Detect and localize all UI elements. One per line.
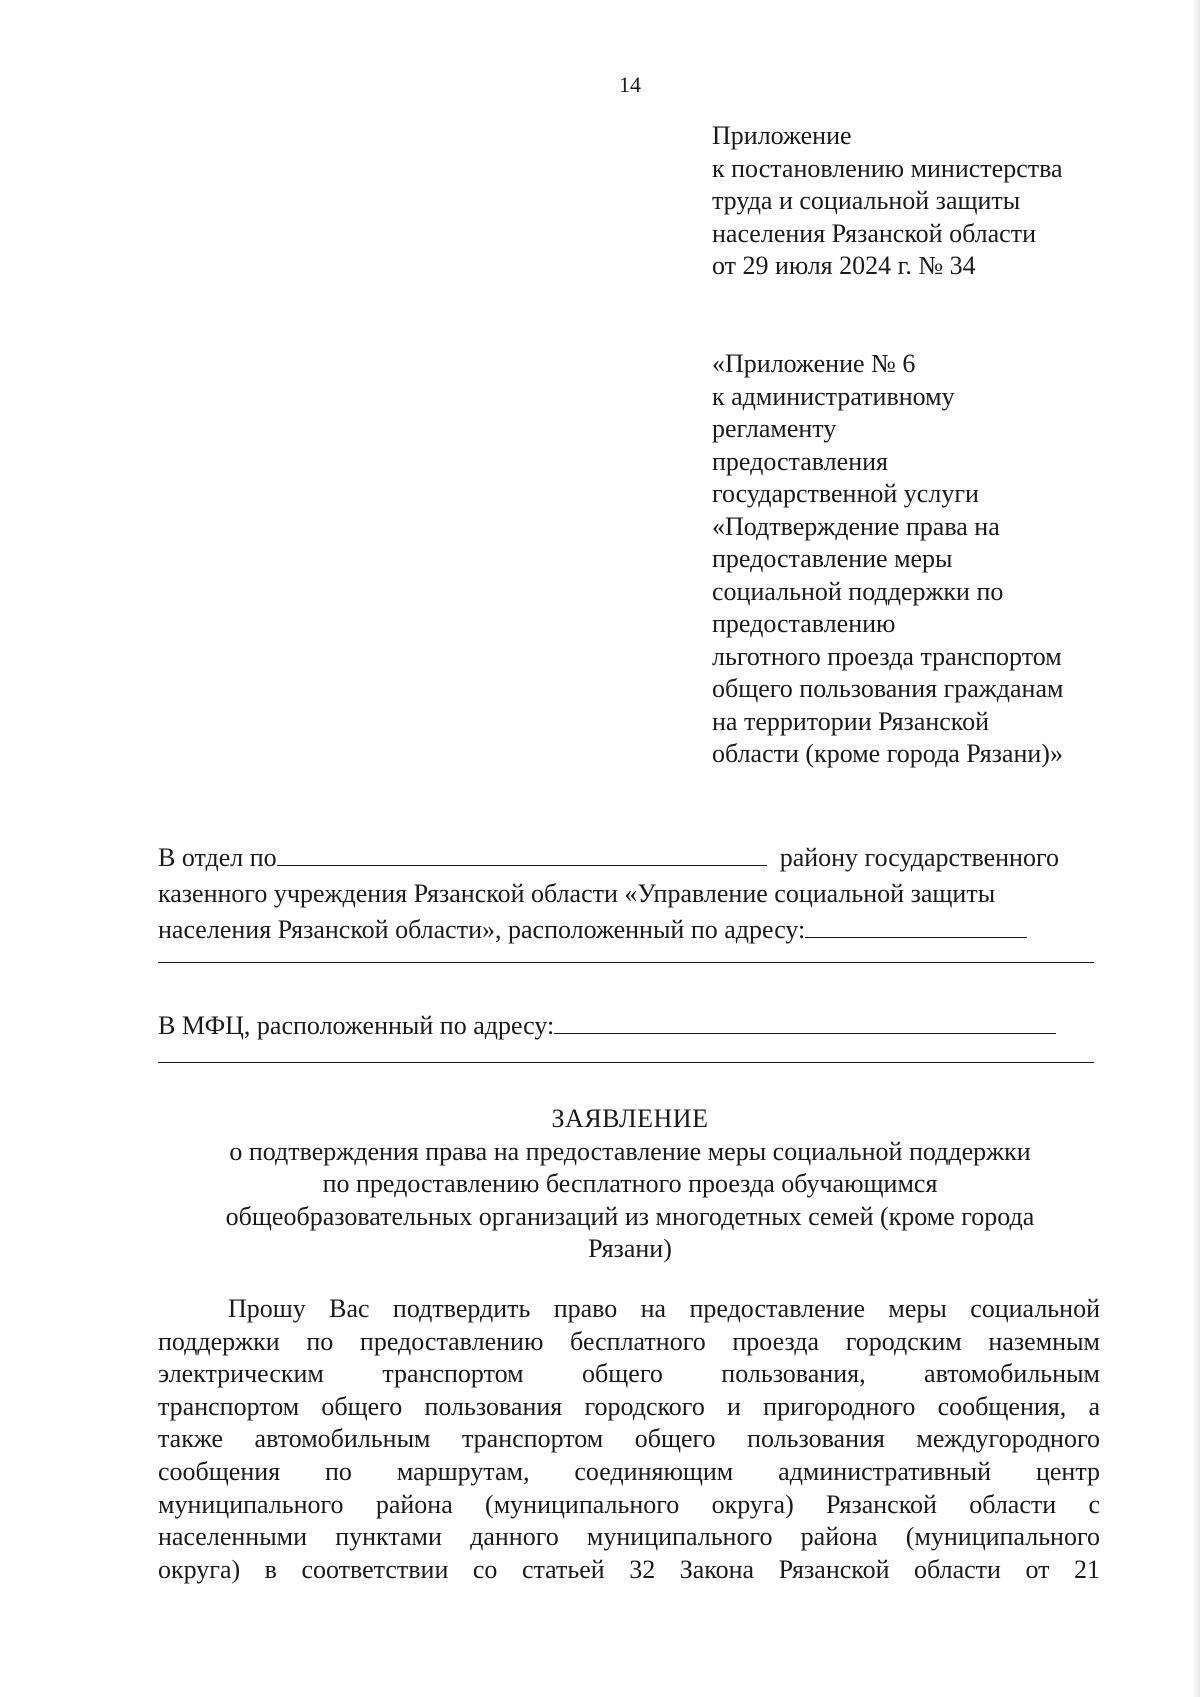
mfc-address-block: [158, 1010, 1100, 1042]
body-line: округа) в соответствии со статьей 32 Закона Рязанской области от 21: [158, 1554, 1100, 1584]
mfc-address-label: В МФЦ, расположенный по адресу:: [158, 1011, 555, 1040]
body-line: муниципального района (муниципального округа) Рязанской области с: [158, 1489, 1100, 1519]
body-line: сообщения по маршрутам, соединяющим административный центр: [158, 1456, 1100, 1486]
mfc-address-blank-line[interactable]: [158, 1062, 1094, 1063]
regulation-line: предоставления: [712, 446, 888, 476]
page-edge: [1192, 0, 1200, 1697]
regulation-line: предоставлению: [712, 609, 896, 638]
department-line-1: [158, 842, 1100, 874]
body-line: также автомобильным транспортом общего пользования междугородного: [158, 1424, 1100, 1454]
regulation-line: государственной услуги: [712, 479, 979, 508]
statement-subtitle-line: о подтверждения права на предоставление меры социальной поддержки: [229, 1136, 1031, 1166]
department-district-suffix: району государственного: [779, 843, 1059, 872]
department-address-label: населения Рязанской области», расположенный по адресу:: [158, 915, 806, 944]
regulation-line: «Приложение № 6: [712, 349, 916, 378]
regulation-line: льготного проезда транспортом: [712, 641, 1062, 671]
statement-heading: ЗАЯВЛЕНИЕ: [551, 1104, 709, 1133]
appendix-line: труда и социальной защиты: [712, 186, 1021, 215]
statement-subtitle-line: по предоставлению бесплатного проезда обучающимся: [322, 1169, 938, 1198]
page-number: 14: [619, 72, 641, 97]
district-blank-field[interactable]: [277, 843, 767, 866]
appendix-line: населения Рязанской области: [712, 218, 1036, 248]
body-line: транспортом общего пользования городского и пригородного сообщения, а: [158, 1391, 1100, 1421]
department-line-2: [158, 878, 1100, 910]
department-address-block: [158, 842, 1100, 946]
appendix-line: к постановлению министерства: [712, 153, 1063, 183]
regulation-line: «Подтверждение права на: [712, 511, 1000, 541]
appendix-line: от 29 июля 2024 г. № 34: [712, 251, 976, 280]
statement-subtitle-line: общеобразовательных организаций из многодетных семей (кроме города: [225, 1201, 1035, 1231]
regulation-line: к административному: [712, 381, 955, 411]
regulation-line: области (кроме города Рязани)»: [712, 739, 1063, 768]
statement-subtitle-line: Рязани): [588, 1234, 672, 1263]
department-address-blank-field[interactable]: [805, 915, 1027, 938]
regulation-appendix-reference: [712, 348, 1063, 771]
body-line: электрическим транспортом общего пользования, автомобильным: [158, 1359, 1100, 1389]
appendix-line: Приложение: [712, 121, 852, 150]
department-line-3: [158, 914, 1100, 946]
regulation-line: общего пользования гражданам: [712, 674, 1064, 703]
regulation-line: предоставление меры: [712, 544, 953, 573]
regulation-line: регламенту: [712, 414, 837, 443]
department-institution-text: казенного учреждения Рязанской области «Управление социальной защиты: [158, 879, 996, 908]
appendix-reference: [712, 120, 1063, 283]
mfc-address-blank-field[interactable]: [554, 1011, 1056, 1034]
body-line: поддержки по предоставлению бесплатного проезда городским наземным: [158, 1326, 1100, 1356]
statement-body: [158, 1293, 1100, 1586]
regulation-line: на территории Рязанской: [712, 706, 990, 736]
mfc-line: [158, 1010, 1100, 1042]
regulation-line: социальной поддержки по: [712, 576, 1004, 606]
department-prefix: В отдел по: [158, 843, 277, 872]
body-line: Прошу Вас подтвердить право на предоставление меры социальной: [228, 1294, 1100, 1323]
body-line: населенными пунктами данного муниципального района (муниципального: [158, 1522, 1100, 1552]
department-address-blank-line[interactable]: [158, 962, 1094, 963]
statement-title: [150, 1103, 1110, 1266]
